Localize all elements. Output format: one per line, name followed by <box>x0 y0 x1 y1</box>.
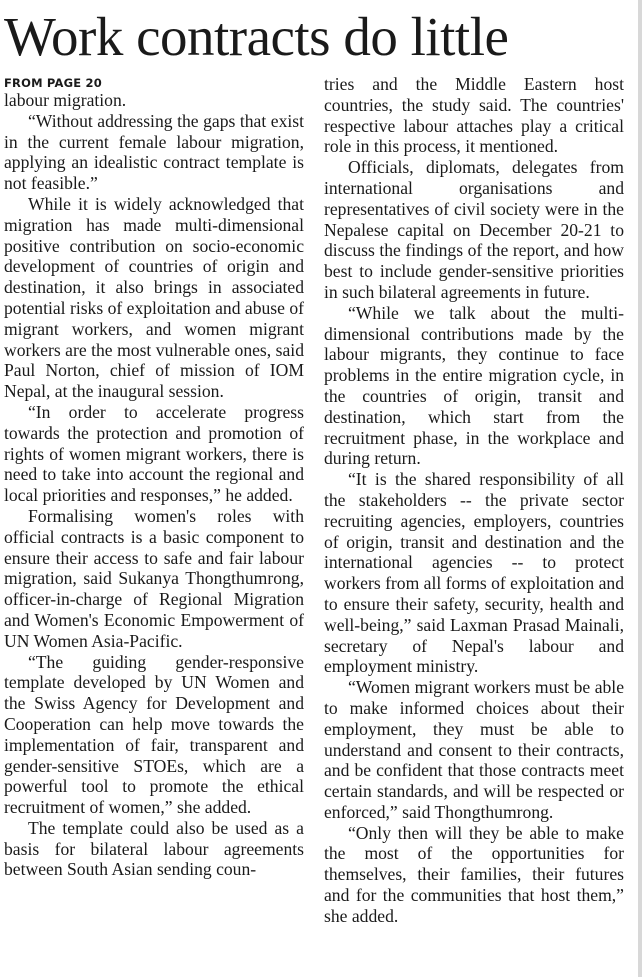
headline: Work contracts do little <box>4 6 509 67</box>
paragraph: Officials, diplomats, delegates from international organisations and representatives of civil society were in the Nepalese capital on December 20-21 to discuss the findings of the report, and how best to include gender-sensitive priorities in such bilateral agreements in future. <box>324 157 624 302</box>
paragraph: “Only then will they be able to make the most of the opportunities for themselves, their families, their futures and for the communities that host them,” she added. <box>324 822 624 926</box>
paragraph: Formalising women's roles with official contracts is a basic component to ensure their access to safe and fair labour migration, said Sukanya Thongthumrong, officer-in-charge of Regional Migration and Women's Economic Empowerment of UN Women Asia-Pacific. <box>4 505 304 651</box>
article-column-right <box>324 74 624 927</box>
continuation-label: FROM PAGE 20 <box>4 76 102 90</box>
page-edge-divider <box>638 0 642 977</box>
paragraph: “It is the shared responsibility of all the stakeholders -- the private sector recruiting agencies, employers, countries of origin, transit and destination and the international agencies -- to protect workers from all forms of exploitation and to ensure their safety, security, health and well-being,” said Laxman Prasad Mainali, secretary of Nepal's labour and employment ministry. <box>324 469 624 677</box>
paragraph: “The guiding gender-responsive template developed by UN Women and the Swiss Agency for Development and Cooperation can help move towards the implementation of fair, transparent and gender-sensitive STOEs, which are a powerful tool to promote the ethical recruitment of women,” she added. <box>4 651 304 818</box>
paragraph: “Without addressing the gaps that exist in the current female labour migration, applying an idealistic contract template is not feasible.” <box>4 110 304 194</box>
paragraph: The template could also be used as a basis for bilateral labour agreements between South Asian sending coun- <box>4 817 304 880</box>
paragraph: “In order to accelerate progress towards the protection and promotion of rights of women migrant workers, there is need to take into account the regional and local priorities and responses,” he added. <box>4 401 304 506</box>
paragraph: “Women migrant workers must be able to make informed choices about their employment, they must be able to understand and consent to their contracts, and be confident that those contracts meet certain standards, and will be respected or enforced,” said Thongthumrong. <box>324 677 624 822</box>
paragraph: tries and the Middle Eastern host countries, the study said. The countries' respective labour attaches play a critical role in this process, it mentioned. <box>324 74 624 157</box>
paragraph: While it is widely acknowledged that migration has made multi-dimensional positive contribution on socio-economic development of countries of origin and destination, it also brings in associated potential risks of exploitation and abuse of migrant workers, and women migrant workers are the most vulnerable ones, said Paul Norton, chief of mission of IOM Nepal, at the inaugural session. <box>4 193 305 402</box>
paragraph: “While we talk about the multi-dimensional contributions made by the labour migrants, they continue to face problems in the entire migration cycle, in the countries of origin, transit and destination, which start from the recruitment phase, in the workplace and during return. <box>324 302 624 469</box>
paragraph: labour migration. <box>4 90 127 110</box>
article-column-left <box>4 74 304 880</box>
